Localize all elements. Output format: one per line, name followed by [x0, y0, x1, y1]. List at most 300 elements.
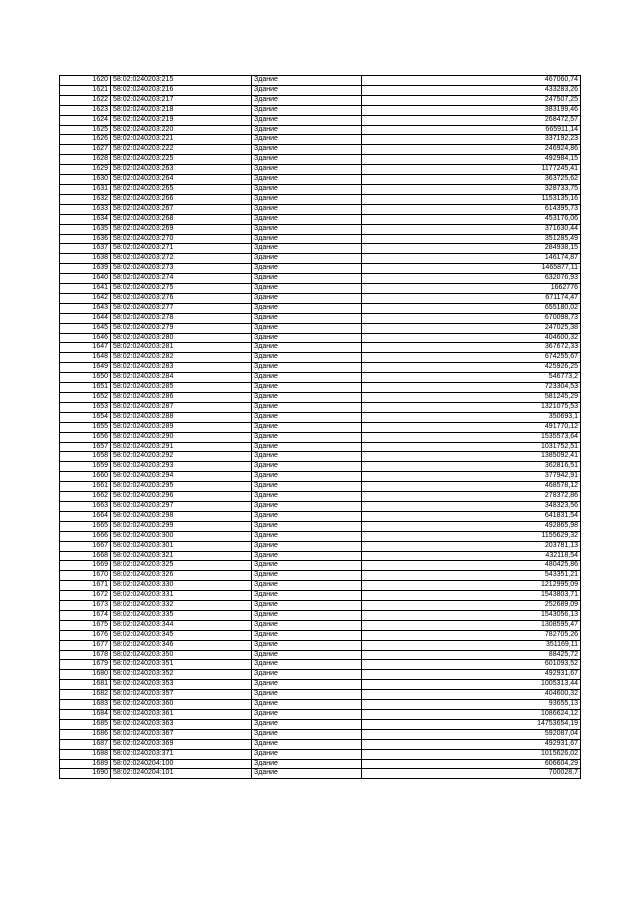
table-row: [60, 293, 581, 303]
cadastral-value: 432118,54: [362, 551, 581, 561]
cadastral-value: 782705,26: [362, 630, 581, 640]
cadastral-value: 93655,13: [362, 700, 581, 710]
table-row: [60, 204, 581, 214]
cadastral-value: 348323,56: [362, 501, 581, 511]
cadastral-value: 665911,14: [362, 125, 581, 135]
cadastral-number: 58:02:0240203:220: [111, 125, 252, 135]
row-number: 1643: [60, 303, 111, 313]
cadastral-number: 58:02:0240203:344: [111, 620, 252, 630]
table-row: [60, 95, 581, 105]
cadastral-value: 383199,46: [362, 105, 581, 115]
row-number: 1625: [60, 125, 111, 135]
cadastral-number: 58:02:0240203:294: [111, 472, 252, 482]
cadastral-value: 247025,38: [362, 323, 581, 333]
table-row: [60, 224, 581, 234]
cadastral-number: 58:02:0240203:352: [111, 670, 252, 680]
row-number: 1633: [60, 204, 111, 214]
object-type: Здание: [252, 472, 362, 482]
row-number: 1623: [60, 105, 111, 115]
object-type: Здание: [252, 620, 362, 630]
object-type: Здание: [252, 610, 362, 620]
row-number: 1667: [60, 541, 111, 551]
object-type: Здание: [252, 194, 362, 204]
object-type: Здание: [252, 630, 362, 640]
cadastral-number: 58:02:0240203:360: [111, 700, 252, 710]
cadastral-number: 58:02:0240203:268: [111, 214, 252, 224]
cadastral-value: 363725,62: [362, 175, 581, 185]
cadastral-value: 367672,33: [362, 343, 581, 353]
cadastral-number: 58:02:0240203:345: [111, 630, 252, 640]
cadastral-value: 252689,09: [362, 601, 581, 611]
cadastral-number: 58:02:0240203:272: [111, 254, 252, 264]
cadastral-value: 1005313,44: [362, 680, 581, 690]
object-type: Здание: [252, 264, 362, 274]
row-number: 1657: [60, 442, 111, 452]
table-row: [60, 581, 581, 591]
cadastral-value: 247507,25: [362, 95, 581, 105]
cadastral-number: 58:02:0240203:301: [111, 541, 252, 551]
cadastral-number: 58:02:0240204:100: [111, 759, 252, 769]
cadastral-number: 58:02:0240203:278: [111, 313, 252, 323]
row-number: 1668: [60, 551, 111, 561]
object-type: Здание: [252, 234, 362, 244]
table-row: [60, 610, 581, 620]
cadastral-number: 58:02:0240203:225: [111, 155, 252, 165]
property-table: [59, 75, 581, 779]
cadastral-value: 1543803,71: [362, 591, 581, 601]
table-row: [60, 323, 581, 333]
object-type: Здание: [252, 224, 362, 234]
cadastral-number: 58:02:0240203:369: [111, 739, 252, 749]
property-table-body: [60, 76, 581, 779]
cadastral-value: 581245,29: [362, 393, 581, 403]
object-type: Здание: [252, 313, 362, 323]
cadastral-value: 1385092,41: [362, 452, 581, 462]
table-row: [60, 482, 581, 492]
object-type: Здание: [252, 591, 362, 601]
object-type: Здание: [252, 501, 362, 511]
cadastral-value: 284938,15: [362, 244, 581, 254]
table-row: [60, 76, 581, 86]
object-type: Здание: [252, 462, 362, 472]
cadastral-value: 670098,73: [362, 313, 581, 323]
cadastral-number: 58:02:0240203:321: [111, 551, 252, 561]
object-type: Здание: [252, 303, 362, 313]
cadastral-number: 58:02:0240203:325: [111, 561, 252, 571]
cadastral-number: 58:02:0240203:297: [111, 501, 252, 511]
object-type: Здание: [252, 125, 362, 135]
cadastral-value: 543351,21: [362, 571, 581, 581]
table-row: [60, 700, 581, 710]
object-type: Здание: [252, 165, 362, 175]
object-type: Здание: [252, 135, 362, 145]
cadastral-value: 351285,49: [362, 234, 581, 244]
cadastral-number: 58:02:0240203:371: [111, 749, 252, 759]
cadastral-value: 632076,93: [362, 274, 581, 284]
cadastral-number: 58:02:0240203:264: [111, 175, 252, 185]
cadastral-number: 58:02:0240203:274: [111, 274, 252, 284]
object-type: Здание: [252, 85, 362, 95]
object-type: Здание: [252, 442, 362, 452]
table-row: [60, 680, 581, 690]
object-type: Здание: [252, 729, 362, 739]
cadastral-value: 480425,86: [362, 561, 581, 571]
cadastral-number: 58:02:0240203:292: [111, 452, 252, 462]
row-number: 1688: [60, 749, 111, 759]
table-row: [60, 135, 581, 145]
cadastral-number: 58:02:0240203:287: [111, 402, 252, 412]
row-number: 1635: [60, 224, 111, 234]
table-row: [60, 640, 581, 650]
cadastral-value: 592087,04: [362, 729, 581, 739]
row-number: 1678: [60, 650, 111, 660]
object-type: Здание: [252, 719, 362, 729]
object-type: Здание: [252, 333, 362, 343]
row-number: 1630: [60, 175, 111, 185]
cadastral-value: 1321075,53: [362, 402, 581, 412]
row-number: 1654: [60, 412, 111, 422]
cadastral-value: 546773,2: [362, 373, 581, 383]
cadastral-value: 371630,44: [362, 224, 581, 234]
row-number: 1674: [60, 610, 111, 620]
table-row: [60, 521, 581, 531]
table-row: [60, 264, 581, 274]
row-number: 1650: [60, 373, 111, 383]
object-type: Здание: [252, 293, 362, 303]
cadastral-number: 58:02:0240203:363: [111, 719, 252, 729]
cadastral-value: 350693,1: [362, 412, 581, 422]
table-row: [60, 412, 581, 422]
cadastral-value: 1662776: [362, 284, 581, 294]
row-number: 1685: [60, 719, 111, 729]
cadastral-number: 58:02:0240203:299: [111, 521, 252, 531]
row-number: 1641: [60, 284, 111, 294]
cadastral-number: 58:02:0240203:290: [111, 432, 252, 442]
table-row: [60, 601, 581, 611]
object-type: Здание: [252, 95, 362, 105]
cadastral-value: 1031752,51: [362, 442, 581, 452]
row-number: 1638: [60, 254, 111, 264]
table-row: [60, 393, 581, 403]
object-type: Здание: [252, 571, 362, 581]
row-number: 1620: [60, 76, 111, 86]
cadastral-number: 58:02:0240203:276: [111, 293, 252, 303]
cadastral-number: 58:02:0240203:273: [111, 264, 252, 274]
cadastral-value: 1212995,09: [362, 581, 581, 591]
cadastral-value: 14753654,19: [362, 719, 581, 729]
table-row: [60, 175, 581, 185]
cadastral-number: 58:02:0240203:353: [111, 680, 252, 690]
row-number: 1626: [60, 135, 111, 145]
cadastral-number: 58:02:0240203:265: [111, 184, 252, 194]
row-number: 1621: [60, 85, 111, 95]
row-number: 1666: [60, 531, 111, 541]
table-row: [60, 492, 581, 502]
cadastral-value: 425926,25: [362, 363, 581, 373]
cadastral-value: 404600,32: [362, 333, 581, 343]
table-row: [60, 105, 581, 115]
cadastral-value: 246924,86: [362, 145, 581, 155]
object-type: Здание: [252, 184, 362, 194]
cadastral-number: 58:02:0240203:282: [111, 353, 252, 363]
object-type: Здание: [252, 680, 362, 690]
table-row: [60, 145, 581, 155]
row-number: 1642: [60, 293, 111, 303]
object-type: Здание: [252, 363, 362, 373]
cadastral-value: 492984,15: [362, 155, 581, 165]
cadastral-number: 58:02:0240203:218: [111, 105, 252, 115]
table-row: [60, 719, 581, 729]
cadastral-number: 58:02:0240203:280: [111, 333, 252, 343]
row-number: 1647: [60, 343, 111, 353]
row-number: 1624: [60, 115, 111, 125]
cadastral-value: 467060,74: [362, 76, 581, 86]
cadastral-value: 671174,47: [362, 293, 581, 303]
cadastral-number: 58:02:0240203:288: [111, 412, 252, 422]
object-type: Здание: [252, 432, 362, 442]
cadastral-number: 58:02:0240203:219: [111, 115, 252, 125]
cadastral-number: 58:02:0240203:215: [111, 76, 252, 86]
cadastral-number: 58:02:0240203:326: [111, 571, 252, 581]
table-row: [60, 670, 581, 680]
cadastral-number: 58:02:0240203:351: [111, 660, 252, 670]
cadastral-value: 491770,12: [362, 422, 581, 432]
cadastral-number: 58:02:0240203:217: [111, 95, 252, 105]
cadastral-value: 278372,86: [362, 492, 581, 502]
cadastral-number: 58:02:0240203:298: [111, 511, 252, 521]
table-row: [60, 184, 581, 194]
cadastral-number: 58:02:0240203:367: [111, 729, 252, 739]
table-row: [60, 155, 581, 165]
row-number: 1648: [60, 353, 111, 363]
object-type: Здание: [252, 452, 362, 462]
cadastral-value: 614395,73: [362, 204, 581, 214]
row-number: 1627: [60, 145, 111, 155]
object-type: Здание: [252, 551, 362, 561]
table-row: [60, 125, 581, 135]
row-number: 1651: [60, 383, 111, 393]
row-number: 1632: [60, 194, 111, 204]
object-type: Здание: [252, 492, 362, 502]
cadastral-value: 377942,91: [362, 472, 581, 482]
cadastral-number: 58:02:0240203:269: [111, 224, 252, 234]
cadastral-number: 58:02:0240203:281: [111, 343, 252, 353]
table-row: [60, 115, 581, 125]
row-number: 1662: [60, 492, 111, 502]
row-number: 1661: [60, 482, 111, 492]
object-type: Здание: [252, 531, 362, 541]
row-number: 1676: [60, 630, 111, 640]
row-number: 1687: [60, 739, 111, 749]
cadastral-value: 606604,29: [362, 759, 581, 769]
row-number: 1646: [60, 333, 111, 343]
object-type: Здание: [252, 422, 362, 432]
cadastral-value: 492865,98: [362, 521, 581, 531]
cadastral-number: 58:02:0240204:101: [111, 769, 252, 779]
row-number: 1686: [60, 729, 111, 739]
object-type: Здание: [252, 204, 362, 214]
row-number: 1690: [60, 769, 111, 779]
cadastral-value: 1543056,13: [362, 610, 581, 620]
table-row: [60, 650, 581, 660]
object-type: Здание: [252, 343, 362, 353]
object-type: Здание: [252, 105, 362, 115]
row-number: 1670: [60, 571, 111, 581]
row-number: 1673: [60, 601, 111, 611]
cadastral-value: 723304,53: [362, 383, 581, 393]
cadastral-number: 58:02:0240203:346: [111, 640, 252, 650]
cadastral-value: 492931,67: [362, 670, 581, 680]
object-type: Здание: [252, 511, 362, 521]
object-type: Здание: [252, 145, 362, 155]
table-row: [60, 591, 581, 601]
table-row: [60, 303, 581, 313]
table-row: [60, 452, 581, 462]
cadastral-number: 58:02:0240203:285: [111, 383, 252, 393]
table-row: [60, 630, 581, 640]
table-row: [60, 284, 581, 294]
table-row: [60, 333, 581, 343]
cadastral-number: 58:02:0240203:291: [111, 442, 252, 452]
cadastral-number: 58:02:0240203:263: [111, 165, 252, 175]
table-row: [60, 442, 581, 452]
object-type: Здание: [252, 640, 362, 650]
row-number: 1689: [60, 759, 111, 769]
table-row: [60, 729, 581, 739]
object-type: Здание: [252, 650, 362, 660]
cadastral-value: 1155629,32: [362, 531, 581, 541]
table-row: [60, 274, 581, 284]
row-number: 1675: [60, 620, 111, 630]
object-type: Здание: [252, 601, 362, 611]
table-row: [60, 234, 581, 244]
row-number: 1677: [60, 640, 111, 650]
table-row: [60, 551, 581, 561]
cadastral-number: 58:02:0240203:222: [111, 145, 252, 155]
cadastral-value: 468578,12: [362, 482, 581, 492]
cadastral-number: 58:02:0240203:289: [111, 422, 252, 432]
object-type: Здание: [252, 521, 362, 531]
cadastral-number: 58:02:0240203:270: [111, 234, 252, 244]
table-row: [60, 214, 581, 224]
table-row: [60, 462, 581, 472]
table-row: [60, 571, 581, 581]
cadastral-value: 601093,52: [362, 660, 581, 670]
cadastral-number: 58:02:0240203:279: [111, 323, 252, 333]
cadastral-number: 58:02:0240203:293: [111, 462, 252, 472]
cadastral-value: 1015626,02: [362, 749, 581, 759]
object-type: Здание: [252, 739, 362, 749]
cadastral-number: 58:02:0240203:350: [111, 650, 252, 660]
row-number: 1628: [60, 155, 111, 165]
table-row: [60, 383, 581, 393]
table-row: [60, 254, 581, 264]
cadastral-value: 88425,72: [362, 650, 581, 660]
row-number: 1636: [60, 234, 111, 244]
table-row: [60, 749, 581, 759]
cadastral-number: 58:02:0240203:216: [111, 85, 252, 95]
row-number: 1683: [60, 700, 111, 710]
cadastral-number: 58:02:0240203:300: [111, 531, 252, 541]
row-number: 1629: [60, 165, 111, 175]
object-type: Здание: [252, 700, 362, 710]
cadastral-value: 674255,67: [362, 353, 581, 363]
cadastral-value: 203781,13: [362, 541, 581, 551]
cadastral-number: 58:02:0240203:295: [111, 482, 252, 492]
object-type: Здание: [252, 670, 362, 680]
cadastral-value: 362816,51: [362, 462, 581, 472]
row-number: 1639: [60, 264, 111, 274]
object-type: Здание: [252, 412, 362, 422]
cadastral-number: 58:02:0240203:284: [111, 373, 252, 383]
row-number: 1679: [60, 660, 111, 670]
table-row: [60, 165, 581, 175]
cadastral-value: 1153135,16: [362, 194, 581, 204]
table-row: [60, 710, 581, 720]
cadastral-value: 337192,23: [362, 135, 581, 145]
table-row: [60, 422, 581, 432]
row-number: 1634: [60, 214, 111, 224]
table-row: [60, 620, 581, 630]
cadastral-value: 453176,06: [362, 214, 581, 224]
table-row: [60, 85, 581, 95]
object-type: Здание: [252, 274, 362, 284]
cadastral-number: 58:02:0240203:286: [111, 393, 252, 403]
cadastral-number: 58:02:0240203:332: [111, 601, 252, 611]
row-number: 1682: [60, 690, 111, 700]
row-number: 1658: [60, 452, 111, 462]
row-number: 1622: [60, 95, 111, 105]
row-number: 1644: [60, 313, 111, 323]
table-row: [60, 511, 581, 521]
object-type: Здание: [252, 254, 362, 264]
cadastral-number: 58:02:0240203:275: [111, 284, 252, 294]
row-number: 1649: [60, 363, 111, 373]
object-type: Здание: [252, 561, 362, 571]
object-type: Здание: [252, 284, 362, 294]
row-number: 1631: [60, 184, 111, 194]
cadastral-number: 58:02:0240203:361: [111, 710, 252, 720]
table-row: [60, 561, 581, 571]
cadastral-number: 58:02:0240203:266: [111, 194, 252, 204]
row-number: 1645: [60, 323, 111, 333]
cadastral-number: 58:02:0240203:330: [111, 581, 252, 591]
row-number: 1669: [60, 561, 111, 571]
object-type: Здание: [252, 581, 362, 591]
row-number: 1655: [60, 422, 111, 432]
object-type: Здание: [252, 373, 362, 383]
cadastral-value: 1177245,41: [362, 165, 581, 175]
table-row: [60, 769, 581, 779]
cadastral-value: 351169,11: [362, 640, 581, 650]
row-number: 1665: [60, 521, 111, 531]
table-row: [60, 363, 581, 373]
table-row: [60, 472, 581, 482]
row-number: 1656: [60, 432, 111, 442]
table-row: [60, 313, 581, 323]
table-row: [60, 353, 581, 363]
cadastral-value: 1086624,12: [362, 710, 581, 720]
cadastral-value: 1465877,11: [362, 264, 581, 274]
table-row: [60, 541, 581, 551]
table-row: [60, 501, 581, 511]
object-type: Здание: [252, 749, 362, 759]
table-row: [60, 759, 581, 769]
object-type: Здание: [252, 323, 362, 333]
row-number: 1672: [60, 591, 111, 601]
cadastral-value: 404600,32: [362, 690, 581, 700]
cadastral-number: 58:02:0240203:277: [111, 303, 252, 313]
